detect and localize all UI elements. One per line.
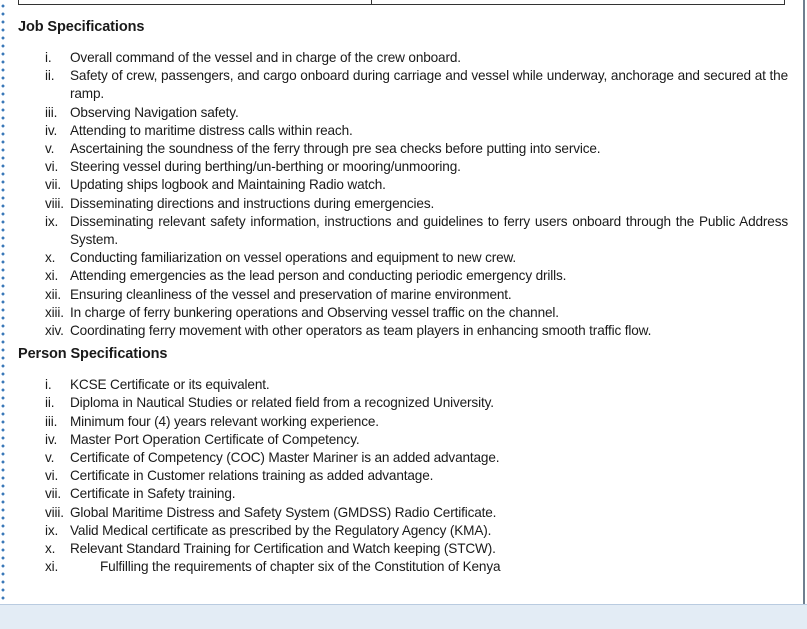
list-item [18, 504, 790, 522]
list-item [18, 49, 790, 67]
list-item-text: Minimum four (4) years relevant working experience. [70, 413, 379, 429]
list-item [18, 122, 790, 140]
list-item-number: xi. [45, 559, 59, 575]
list-item [18, 522, 790, 540]
person-specifications-heading: Person Specifications [18, 346, 168, 363]
list-item-number: ii. [45, 395, 55, 411]
list-item-text: Ensuring cleanliness of the vessel and preservation of marine environment. [70, 286, 512, 302]
list-item-number: i. [45, 50, 52, 65]
list-item [18, 376, 790, 394]
list-item [18, 485, 790, 503]
list-item-text: Attending to maritime distress calls within reach. [70, 122, 353, 138]
list-item-number: vii. [45, 177, 62, 193]
list-item [18, 176, 790, 194]
list-item-text: Disseminating relevant safety information, instructions and guidelines to ferry users onboard through the Public Address System. [70, 213, 788, 248]
list-item [18, 413, 790, 431]
list-item-text: Relevant Standard Training for Certification and Watch keeping (STCW). [70, 541, 496, 557]
list-item-number: vi. [45, 468, 59, 484]
list-item-number: i. [45, 377, 52, 393]
list-item-text: In charge of ferry bunkering operations and Observing vessel traffic on the channel. [70, 304, 559, 320]
footer-band [0, 604, 807, 629]
list-item-text: Coordinating ferry movement with other operators as team players in enhancing smooth traffic flow. [70, 323, 652, 339]
list-item-number: v. [45, 141, 55, 157]
list-item-text: Certificate of Competency (COC) Master Mariner is an added advantage. [70, 450, 500, 466]
table-column-divider [371, 0, 372, 4]
person-specifications-list [18, 376, 790, 576]
list-item-text: KCSE Certificate or its equivalent. [70, 377, 270, 393]
list-item-text: Global Maritime Distress and Safety System (GMDSS) Radio Certificate. [70, 504, 497, 520]
list-item [18, 394, 790, 412]
list-item-text: Overall command of the vessel and in charge of the crew onboard. [70, 50, 461, 65]
list-item-number: x. [45, 250, 56, 266]
list-item-number: iv. [45, 431, 58, 447]
list-item-text: Master Port Operation Certificate of Competency. [70, 431, 360, 447]
list-item-text: Conducting familiarization on vessel operations and equipment to new crew. [70, 250, 517, 266]
list-item [18, 67, 790, 103]
job-specifications-list [18, 49, 790, 340]
list-item-text: Diploma in Nautical Studies or related field from a recognized University. [70, 395, 494, 411]
list-item [18, 304, 790, 322]
list-item-text: Safety of crew, passengers, and cargo onboard during carriage and vessel while underway, anchorage and secured at the ramp. [70, 68, 788, 102]
list-item [18, 140, 790, 158]
list-item-number: xi. [45, 268, 59, 284]
list-item-text: Valid Medical certificate as prescribed by the Regulatory Agency (KMA). [70, 522, 492, 538]
list-item-text: Certificate in Safety training. [70, 486, 236, 502]
list-item-number: iv. [45, 122, 58, 138]
list-item [18, 195, 790, 213]
list-item [18, 286, 790, 304]
list-item-number: viii. [45, 504, 64, 520]
list-item [18, 467, 790, 485]
list-item-number: vi. [45, 159, 59, 175]
list-item-text: Attending emergencies as the lead person and conducting periodic emergency drills. [70, 268, 567, 284]
list-item-text: Fulfilling the requirements of chapter six of the Constitution of Kenya [100, 559, 501, 575]
list-item-text: Certificate in Customer relations training as added advantage. [70, 468, 434, 484]
list-item-number: v. [45, 450, 55, 466]
list-item-number: x. [45, 541, 56, 557]
list-item-number: ii. [45, 68, 55, 84]
list-item [18, 158, 790, 176]
list-item-number: xiv. [45, 323, 64, 339]
list-item [18, 431, 790, 449]
job-specifications-heading: Job Specifications [18, 19, 145, 35]
list-item [18, 449, 790, 467]
list-item [18, 558, 790, 576]
list-item-number: viii. [45, 195, 64, 211]
previous-table-bottom-edge [18, 0, 785, 5]
list-item-number: iii. [45, 104, 58, 120]
list-item [18, 267, 790, 285]
list-item-number: ix. [45, 213, 59, 229]
right-border-rule [803, 0, 805, 604]
list-item [18, 249, 790, 267]
list-item-text: Updating ships logbook and Maintaining Radio watch. [70, 177, 386, 193]
list-item [18, 213, 790, 249]
list-item [18, 322, 790, 340]
list-item-text: Disseminating directions and instructions during emergencies. [70, 195, 435, 211]
list-item [18, 104, 790, 122]
list-item-number: ix. [45, 522, 59, 538]
left-dotted-border [0, 0, 6, 604]
document-body [18, 18, 790, 576]
list-item [18, 540, 790, 558]
list-item-number: xii. [45, 286, 62, 302]
list-item-text: Observing Navigation safety. [70, 104, 239, 120]
list-item-number: vii. [45, 486, 62, 502]
list-item-text: Steering vessel during berthing/un-berthing or mooring/unmooring. [70, 159, 461, 175]
list-item-text: Ascertaining the soundness of the ferry through pre sea checks before putting into service. [70, 141, 601, 157]
list-item-number: xiii. [45, 304, 64, 320]
list-item-number: iii. [45, 413, 58, 429]
